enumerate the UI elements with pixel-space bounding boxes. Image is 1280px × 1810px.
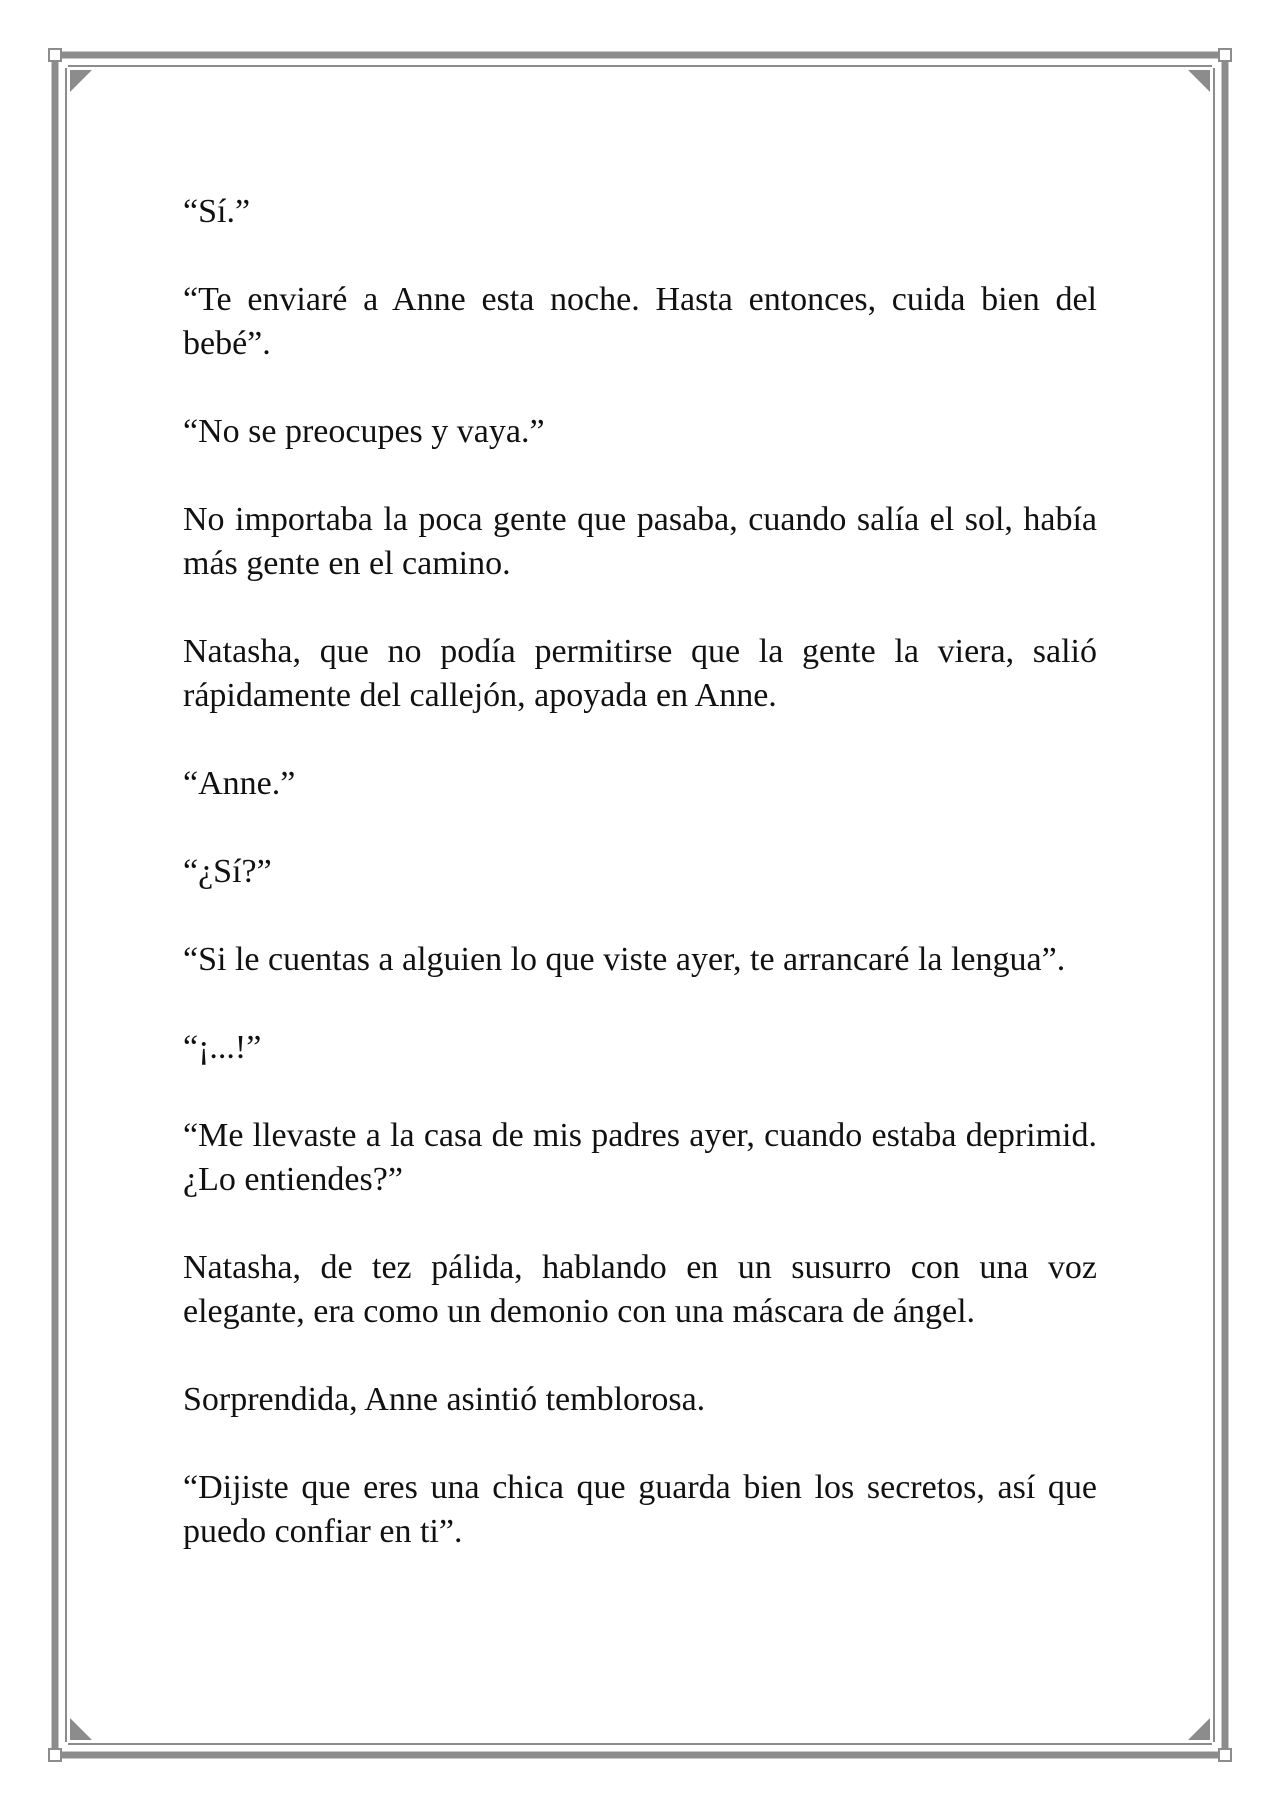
paragraph: “Anne.” xyxy=(183,765,296,802)
paragraph: Sorprendida, Anne asintió temblorosa. xyxy=(183,1381,706,1418)
paragraph: “Si le cuentas a alguien lo que viste ayer, te arrancaré la lengua”. xyxy=(183,941,1066,978)
paragraph: “Me llevaste a la casa de mis padres ayer, cuando estaba deprimid. ¿Lo entiendes?” xyxy=(183,1117,1097,1198)
corner-triangle-bottom-right xyxy=(1188,1718,1210,1740)
corner-triangle-bottom-left xyxy=(70,1718,92,1740)
paragraph: “¿Sí?” xyxy=(183,853,272,890)
paragraph: “No se preocupes y vaya.” xyxy=(183,413,545,450)
paragraph: “Dijiste que eres una chica que guarda bien los secretos, así que puedo confiar en ti”. xyxy=(183,1469,1097,1550)
paragraph: “¡...!” xyxy=(183,1029,262,1066)
paragraph: Natasha, de tez pálida, hablando en un susurro con una voz elegante, era como un demonio con una máscara de ángel. xyxy=(183,1249,1097,1330)
paragraph: No importaba la poca gente que pasaba, cuando salía el sol, había más gente en el camino. xyxy=(183,501,1097,582)
corner-triangle-top-left xyxy=(70,70,92,92)
paragraph: “Te enviaré a Anne esta noche. Hasta entonces, cuida bien del bebé”. xyxy=(183,281,1097,362)
corner-triangle-top-right xyxy=(1188,70,1210,92)
paragraph: Natasha, que no podía permitirse que la gente la viera, salió rápidamente del callejón, apoyada en Anne. xyxy=(183,633,1097,714)
body-text xyxy=(183,190,1097,1598)
paragraph: “Sí.” xyxy=(183,193,251,230)
